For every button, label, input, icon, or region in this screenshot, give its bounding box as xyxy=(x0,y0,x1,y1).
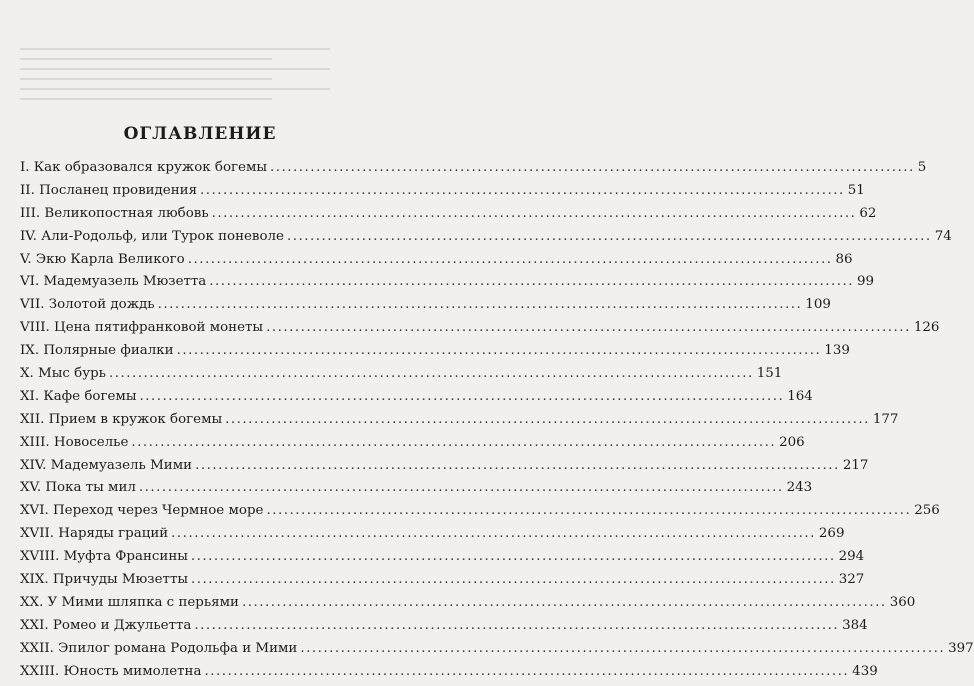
dot-leader xyxy=(300,641,945,656)
toc-entry-page-number: 327 xyxy=(838,572,865,588)
toc-entry xyxy=(20,434,805,458)
toc-entry-page-number: 99 xyxy=(857,274,875,290)
dot-leader xyxy=(225,412,870,427)
toc-entry-page-number: 206 xyxy=(779,434,805,450)
toc-entry-title: XXI. Ромео и Джульетта xyxy=(20,617,192,633)
dot-leader xyxy=(171,526,816,541)
toc-entry xyxy=(20,457,869,481)
toc-entry-title: X. Мыс бурь xyxy=(20,366,106,382)
toc-entry-title: XXIII. Юность мимолетна xyxy=(20,663,202,679)
toc-entry-page-number: 269 xyxy=(818,526,845,542)
toc-entry-page-number: 164 xyxy=(787,388,813,404)
toc-entry xyxy=(20,343,850,366)
dot-leader xyxy=(204,664,849,679)
toc-entry-page-number: 151 xyxy=(756,366,783,382)
toc-entry-page-number: 126 xyxy=(913,320,940,336)
toc-entry xyxy=(20,503,940,526)
toc-entry-title: XII. Прием в кружок богемы xyxy=(20,411,223,427)
toc-entry xyxy=(20,594,916,618)
toc-entry-title: XI. Кафе богемы xyxy=(20,388,137,404)
toc-entry-title: II. Посланец провидения xyxy=(20,182,198,198)
toc-entry xyxy=(20,549,865,572)
dot-leader xyxy=(287,229,932,244)
toc-entry-page-number: 5 xyxy=(917,160,927,175)
dot-leader xyxy=(158,297,803,312)
toc-entry-page-number: 294 xyxy=(838,549,865,565)
toc-entry xyxy=(20,274,875,297)
toc-entry xyxy=(20,640,974,664)
dot-leader xyxy=(194,618,839,633)
toc-entry xyxy=(20,526,845,549)
dot-leader xyxy=(191,549,836,564)
toc-entry xyxy=(20,366,783,389)
toc-entry xyxy=(20,182,865,206)
toc-entry-page-number: 109 xyxy=(805,297,831,313)
toc-entry-title: VI. Мадемуазель Мюзетта xyxy=(20,274,207,290)
toc-entry-page-number: 51 xyxy=(847,182,865,198)
toc-entry-page-number: 243 xyxy=(786,480,813,496)
toc-entry-title: XVIII. Муфта Франсины xyxy=(20,549,188,565)
toc-entry-title: XVI. Переход через Чермное море xyxy=(20,503,264,519)
toc-entry-page-number: 74 xyxy=(934,228,952,244)
toc-entry-title: V. Экю Карла Великого xyxy=(20,251,185,267)
show-through-text xyxy=(20,40,380,120)
toc-entry-title: XIII. Новоселье xyxy=(20,434,129,450)
toc-entry-title: XIX. Причуды Мюзетты xyxy=(20,572,189,588)
toc-entry xyxy=(20,663,878,686)
dot-leader xyxy=(131,435,776,450)
toc-entry-page-number: 256 xyxy=(914,503,940,519)
dot-leader xyxy=(109,366,754,381)
dot-leader xyxy=(212,206,857,221)
toc-entry-page-number: 139 xyxy=(824,343,850,359)
dot-leader xyxy=(139,480,784,495)
toc-entry-title: XIV. Мадемуазель Мими xyxy=(20,457,193,473)
toc-entry-title: VII. Золотой дождь xyxy=(20,297,155,313)
toc-entry-page-number: 177 xyxy=(872,411,899,427)
toc-entry xyxy=(20,205,877,229)
dot-leader xyxy=(188,252,833,267)
toc-entry-title: XVII. Наряды граций xyxy=(20,526,169,542)
dot-leader xyxy=(242,595,887,610)
toc-entry-page-number: 397 xyxy=(948,640,974,656)
dot-leader xyxy=(266,320,911,335)
toc-entry xyxy=(20,297,831,320)
toc-entry xyxy=(20,411,899,435)
toc-entry xyxy=(20,480,813,503)
toc-entry-title: IV. Али-Родольф, или Турок поневоле xyxy=(20,228,284,244)
table-of-contents xyxy=(20,160,974,686)
toc-entry-title: VIII. Цена пятифранковой монеты xyxy=(20,320,264,336)
toc-entry xyxy=(20,251,853,275)
toc-entry-page-number: 384 xyxy=(842,617,868,633)
toc-entry-page-number: 86 xyxy=(835,251,853,267)
dot-leader xyxy=(266,503,911,518)
toc-entry xyxy=(20,320,940,343)
toc-entry-title: I. Как образовался кружок богемы xyxy=(20,160,268,175)
dot-leader xyxy=(270,160,915,175)
dot-leader xyxy=(139,389,784,404)
toc-entry-page-number: 217 xyxy=(842,457,869,473)
toc-entry-title: IX. Полярные фиалки xyxy=(20,343,174,359)
dot-leader xyxy=(200,183,845,198)
toc-entry-title: XXII. Эпилог романа Родольфа и Мими xyxy=(20,640,298,656)
toc-entry-page-number: 62 xyxy=(859,205,877,221)
toc-entry-title: XX. У Мими шляпка с перьями xyxy=(20,594,239,610)
toc-entry-page-number: 360 xyxy=(889,594,916,610)
toc-heading: ОГЛАВЛЕНИЕ xyxy=(123,124,277,144)
dot-leader xyxy=(177,343,822,358)
toc-entry xyxy=(20,228,952,252)
toc-entry xyxy=(20,388,813,412)
toc-entry-page-number: 439 xyxy=(852,663,878,679)
toc-entry-title: III. Великопостная любовь xyxy=(20,205,209,221)
dot-leader xyxy=(195,458,840,473)
dot-leader xyxy=(191,572,836,587)
toc-entry xyxy=(20,617,868,641)
dot-leader xyxy=(209,274,854,289)
toc-entry xyxy=(20,572,865,595)
toc-entry xyxy=(20,160,927,183)
toc-entry-title: XV. Пока ты мил xyxy=(20,480,136,496)
